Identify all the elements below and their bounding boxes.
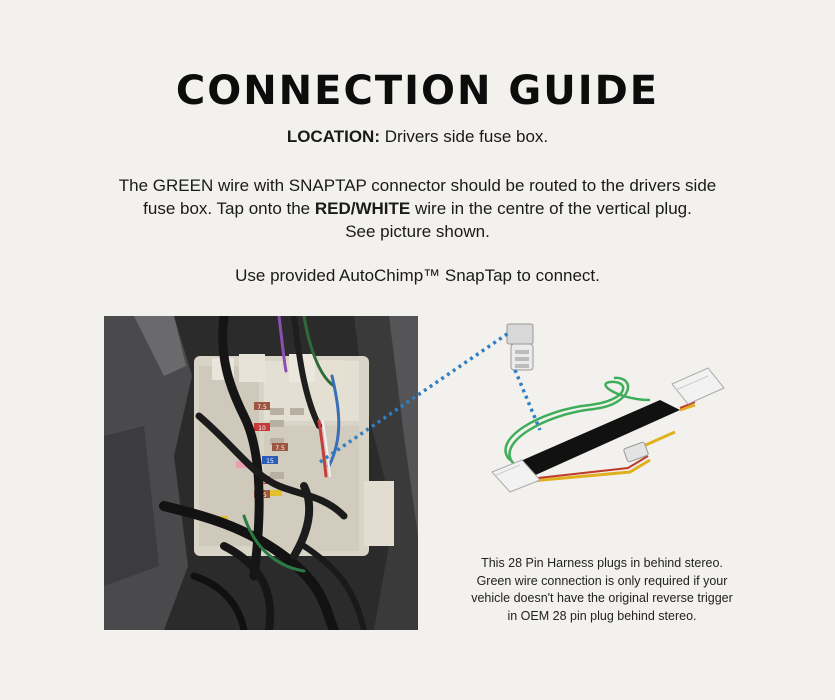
fuse-label-c: 7.5 — [275, 445, 285, 452]
red-white-wire-label: RED/WHITE — [314, 199, 411, 218]
instructions-line-2-post: wire in the centre of the vertical plug. — [410, 199, 692, 218]
snaptap-connector — [507, 324, 533, 370]
harness-illustration — [480, 310, 740, 510]
fuse-label-b: 10 — [258, 425, 266, 432]
instructions-line-1: The GREEN wire with SNAPTAP connector should be routed to the drivers side — [118, 176, 717, 195]
instructions-line-2 — [0, 197, 835, 220]
fuse-label-e: 10 — [258, 478, 266, 485]
fuse-label-a: 7.5 — [257, 404, 267, 411]
instructions-line-3: See picture shown. — [345, 222, 490, 241]
harness-caption — [452, 555, 752, 625]
fuse-box-photo — [104, 316, 418, 630]
instructions-paragraph — [0, 174, 835, 243]
caption-line-4: in OEM 28 pin plug behind stereo. — [507, 608, 697, 623]
connect-note: Use provided AutoChimp™ SnapTap to connect. — [235, 266, 600, 285]
fuse-label-f: 7.5 — [257, 492, 267, 499]
caption-line-1: This 28 Pin Harness plugs in behind stereo. — [481, 556, 723, 570]
fuse-label-d: 15 — [266, 458, 274, 465]
page-title: CONNECTION GUIDE — [175, 68, 660, 114]
caption-line-3: vehicle doesn't have the original reverse trigger — [471, 591, 733, 605]
instructions-line-2-pre: fuse box. Tap onto the — [143, 199, 315, 218]
harness-plug-right — [672, 368, 724, 404]
location-line — [0, 127, 835, 147]
location-text: Drivers side fuse box. — [379, 127, 549, 146]
location-label: LOCATION: — [286, 127, 380, 146]
caption-line-2: Green wire connection is only required if your — [476, 573, 728, 588]
